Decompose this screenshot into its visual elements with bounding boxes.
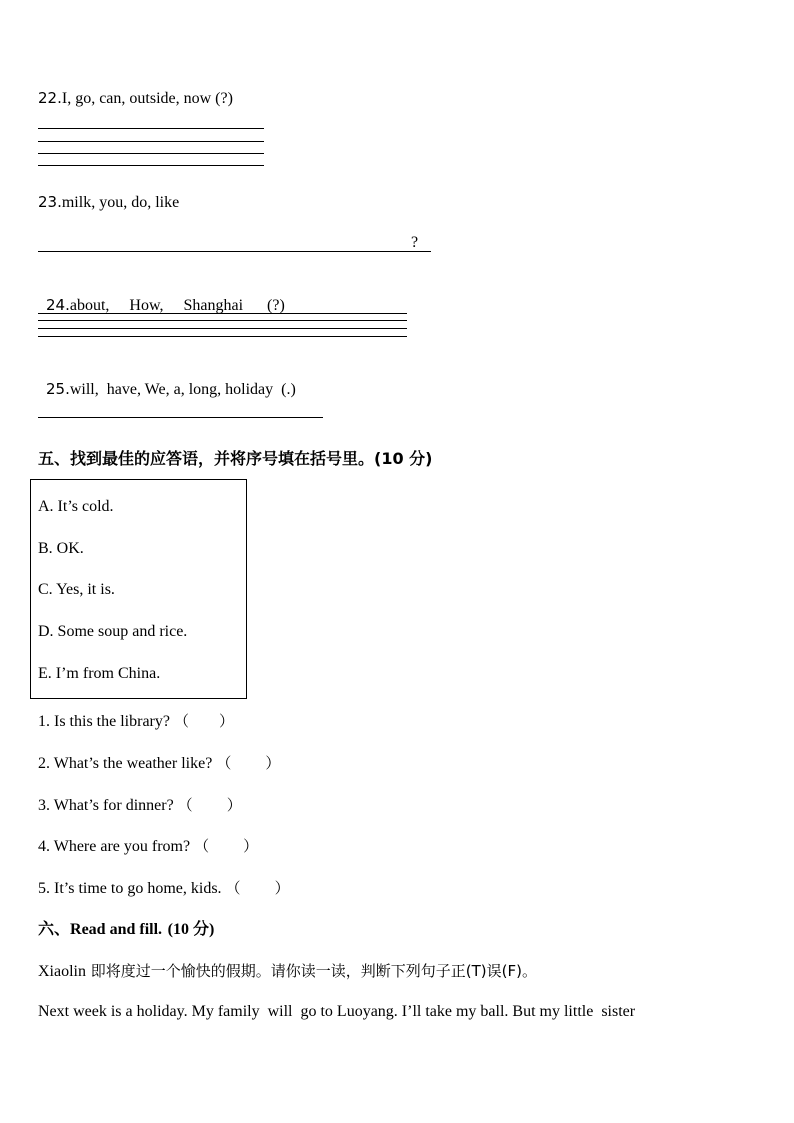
match-item-4 <box>38 836 258 857</box>
question-number: 23. <box>38 193 62 211</box>
passage-line: Next week is a holiday. My family will go to Luoyang. I’ll take my ball. But my little sister <box>38 1003 636 1020</box>
question-words: I, go, can, outside, now (?) <box>61 90 233 107</box>
match-item-2 <box>38 753 280 774</box>
match-question: 1. Is this the library? <box>38 713 170 730</box>
match-item-1 <box>38 711 234 732</box>
answer-paren-open: （ <box>216 754 232 772</box>
answer-line[interactable] <box>38 153 264 154</box>
answer-line[interactable] <box>38 251 431 252</box>
instruction-name: Xiaolin <box>38 963 86 980</box>
answer-paren-open: （ <box>194 837 210 855</box>
option-e: E. I’m from China. <box>38 665 161 682</box>
question-words: about, How, Shanghai (?) <box>69 297 285 314</box>
answer-paren-close: ） <box>243 837 259 855</box>
question-24 <box>38 275 285 316</box>
section-6-title: Read and fill. <box>70 921 163 938</box>
option-a: A. It’s cold. <box>38 498 114 515</box>
question-end-mark: ? <box>411 234 419 251</box>
question-22 <box>38 88 233 109</box>
answer-line[interactable] <box>38 336 407 337</box>
answer-line[interactable] <box>38 128 264 129</box>
match-item-5 <box>38 878 290 899</box>
answer-paren-close: ） <box>226 796 242 814</box>
instruction-text: 即将度过一个愉快的假期。请你读一读，判断下列句子正(T)误(F)。 <box>86 962 537 980</box>
match-question: 2. What’s the weather like? <box>38 755 213 772</box>
question-words: will, have, We, a, long, holiday (.) <box>69 381 296 398</box>
question-number: 25. <box>46 380 70 398</box>
section-6-points: (10 分) <box>167 921 215 938</box>
match-question: 5. It’s time to go home, kids. <box>38 880 222 897</box>
question-number: 24. <box>46 296 70 314</box>
answer-line[interactable] <box>38 417 323 418</box>
answer-paren-close: ） <box>218 712 234 730</box>
answer-paren-open: （ <box>177 796 193 814</box>
answer-paren-open: （ <box>225 879 241 897</box>
match-question: 4. Where are you from? <box>38 838 191 855</box>
question-words: milk, you, do, like <box>61 194 180 211</box>
option-d: D. Some soup and rice. <box>38 623 188 640</box>
match-question: 3. What’s for dinner? <box>38 797 174 814</box>
section-5-heading: 五、找到最佳的应答语，并将序号填在括号里。(10 分) <box>38 449 433 468</box>
option-c: C. Yes, it is. <box>38 581 115 598</box>
section-6-prefix: 六、 <box>38 919 71 938</box>
question-number: 22. <box>38 89 62 107</box>
answer-paren-open: （ <box>173 712 189 730</box>
section-6-instruction <box>38 961 537 982</box>
answer-line[interactable] <box>38 320 407 321</box>
section-6-heading <box>38 919 214 940</box>
answer-line[interactable] <box>38 328 407 329</box>
answer-line[interactable] <box>38 313 407 314</box>
answer-line[interactable] <box>38 165 264 166</box>
question-23 <box>38 192 179 213</box>
answer-paren-close: ） <box>265 754 281 772</box>
answer-paren-close: ） <box>274 879 290 897</box>
question-25 <box>38 359 296 400</box>
option-b: B. OK. <box>38 540 84 557</box>
answer-line[interactable] <box>38 141 264 142</box>
match-item-3 <box>38 795 242 816</box>
